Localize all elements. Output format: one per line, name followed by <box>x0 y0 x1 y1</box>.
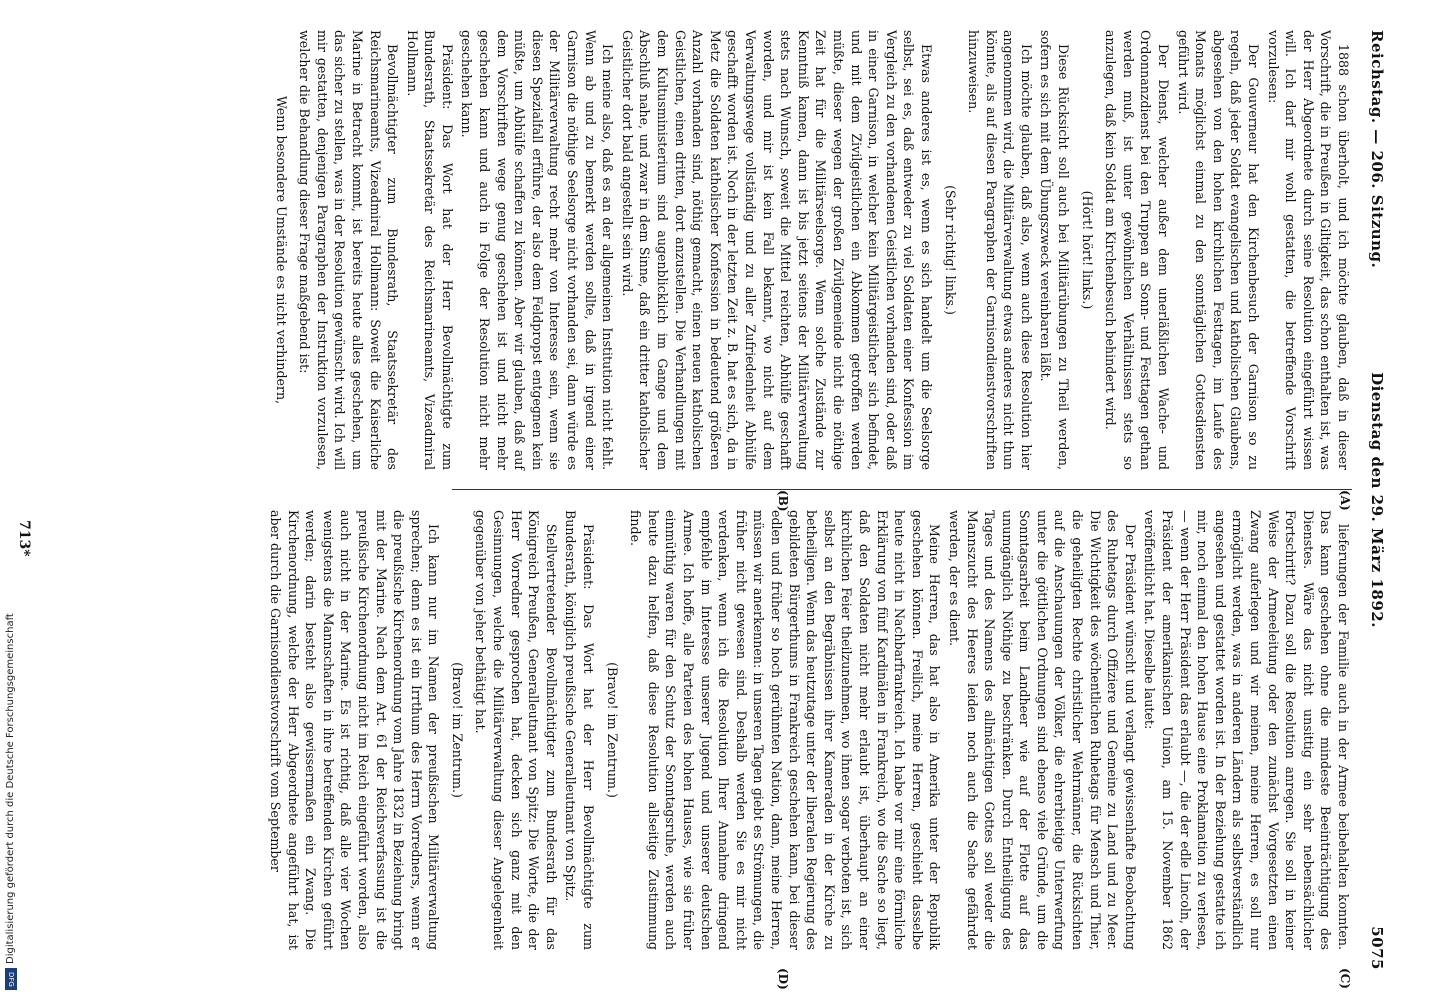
credit-strip <box>4 0 18 994</box>
header-page-number: 5075 <box>1368 926 1386 970</box>
paragraph: Ich meine also, daß es an der allgemeinen Institution nicht fehlt. Wenn ab und zu bemerkt werden sollte, daß in irgend einer Garnison die nöthige Seelsorge nicht vorhanden sei, dann würde es der Militärverwaltung recht mehr von Interesse sein, wenn sie diesen Spezialfall erführe, der also dem Feldpropst entgegnen kein müßte, um Abhülfe schaffen zu können. Aber wir glauben, daß auf dem Vorschriften wege genug geschehen ist und nicht mehr geschehen kann und auch in Folge der Resolution nicht mehr geschehen kann. <box>459 30 616 470</box>
interjection: (Sehr richtig! links.) <box>942 185 958 315</box>
paragraph: Stellvertretender Bevollmächtigter zum Bundesrath für das Königreich Preußen, Generalleutnant von Spitz: Die Worte, die der Herr Vorredner gesprochen hat, decken sich ganz mit den Gesinnungen, welche die Militärverwaltung dieser Angelegenheit gegenüber von jeher bethätigt hat. <box>473 510 559 950</box>
paragraph: Der Präsident wünscht und verlangt gewissenhafte Beobachtung des Ruhetags durch Offiziere und Gemeine zu Land und zu Meer. Die Wichtigkeit des wöchentlichen Ruhetags für Mensch und Thier, die geheiligten Rechte christlicher Wehrmänner, die Rücksichten auf die Anschauungen der Völker, die ehrerbietige Unterwerfung unter die göttlichen Ordnungen sind ebenso viele Gründe, um die Sonntagsarbeit beim Landheer wie auf der Flotte auf das unumgänglich Nöthige zu beschränken. Durch Entheiligung des Tages und des Namens des allmächtigen Gottes soll weder die Mannszucht des Heeres leiden noch auch die Sache gefährdet werden, der es dient. <box>946 510 1138 950</box>
margin-marker-b: (B) <box>776 490 790 512</box>
paragraph: Präsident: Das Wort hat der Herr Bevollmächtigte zum Bundesrath, königlich preußische Generalleutnant von Spitz. <box>563 510 597 950</box>
interjection: (Bravo! im Zentrum.) <box>449 662 465 798</box>
paragraph: Ich möchte glauben, daß also, wenn auch diese Resolution hier angenommen wird, die Militärverwaltung etwas anderes nicht thun könnte, als auf diesen Paragraphen der Garnisondienstvorschriften hinzuweisen. <box>966 30 1034 470</box>
paragraph: Meine Herren, das hat also in Amerika unter der Republik geschehen können. Freilich, meine Herren, geschieht dasselbe heute nicht in Nachbarfrankreich. Ich habe vor mir eine förmliche Erklärung von fünf Kardinälen in Frankreich, wo die Sache so liegt, daß den Soldaten nicht mehr erlaubt ist, überhaupt an einer kirchlichen Feier theilzunehmen, wo ihnen sogar verboten ist, sich selbst an den Begräbnissen ihrer Kameraden in der Kirche zu betheiligen. Wenn das heutzutage unter der liberalen Regierung des gebildeten Bürgerthums in Frankreich geschehen kann, bei dieser edlen und früher so hoch gerühmten Nation, dann, meine Herren, müssen wir anerkennen: in unseren Tagen giebt es Strömungen, die früher nicht gewesen sind. Deshalb werden Sie es mir nicht verdenken, wenn ich die Resolution Ihrer Annahme dringend empfehle im Interesse unserer Jugend und unserer deutschen Armee. Ich hoffe, alle Parteien des hohen Hauses, wie sie früher einmüthig waren für den Schutz der Sonntagsruhe, werden auch heute dazu helfen, daß diese Resolution allseitige Zustimmung finde. <box>628 510 943 950</box>
header-date: Dienstag den 29. März 1892. <box>1368 372 1386 628</box>
paragraph: Bevollmächtigter zum Bundesrath, Staatssekretär des Reichsmarineamts, Vizeadmiral Hollmann: Soweit die Kaiserliche Marine in Betracht kommt, ist bereits heute alles geschehen, um das sicher zu stellen, was in der Resolution gewünscht wird. Ich will mir gestatten, denjenigen Paragraphen der Instruktion vorzulesen, welcher die Behandlung dieser Frage maßgebend ist: <box>297 30 401 470</box>
header-session: Reichstag. — 206. Sitzung. <box>1368 30 1386 269</box>
margin-marker-c: (C) <box>1338 968 1352 989</box>
dfg-logo: DFG <box>5 968 17 990</box>
paragraph: Wenn besondere Umstände es nicht verhindern, <box>273 95 289 405</box>
right-column <box>266 30 1352 470</box>
paragraph: Ich kann nur im Namen der preußischen Militärverwaltung sprechen; denn es ist ein Irrthum des Herrn Vorredners, wenn er die preußische Kirchenordnung vom Jahre 1832 in Beziehung bringt mit der Marine. Nach dem Art. 61 der Reichsverfassung ist die preußische Kirchenordnung nicht im Reich eingeführt worden, also auch nicht in der Marine. Es ist richtig, daß alle vier Wochen wenigstens die Mannschaften in ihre betreffenden Kirchen geführt werden; darin besteht also gewissermaßen ein Zwang. Die Kirchenordnung, welche der Herr Abgeordnete angeführt hat, ist aber durch die Garnisondienstvorschrift vom September <box>267 510 442 950</box>
interjection: (Bravo! im Zentrum.) <box>604 662 620 798</box>
margin-marker-d: (D) <box>776 968 790 990</box>
interjection: (Hört! hört! links.) <box>1079 190 1095 310</box>
paragraph: Präsident: Das Wort hat der Herr Bevollmächtigte zum Bundesrath, Staatssekretär des Reichsmarineamts, Vizeadmiral Hollmann. <box>404 30 455 470</box>
column-divider <box>452 489 1352 490</box>
signature-mark: 713* <box>16 520 32 557</box>
page-header <box>1362 30 1392 970</box>
margin-marker-a: (A) <box>1338 490 1352 511</box>
credit-text: Digitalisierung gefördert durch die Deutsche Forschungsgemeinschaft <box>5 613 16 964</box>
paragraph: lieferungen der Familie auch in der Armee beibehalten konnten. Das kann geschehen ohne die mindeste Beeinträchtigung des Dienstes. Wäre das nicht unsittig ein sehr nebensächlicher Fortschritt? Dazu soll die Resolution anregen. Sie soll in keiner Weise der Armeeleitung oder den zunächst Vorgesetzten einen Zwang auferlegen und wir meinen, meine Herren, es soll nur ermöglicht werden, was in anderen Ländern als selbstverständlich angesehen und gestattet worden ist. In der Beziehung gestatte ich mir, noch einmal den hohen Hause eine Proklamation zu verlesen, — wenn der Herr Präsident das erlaubt —, die der edle Lincoln, der Präsident der amerikanischen Union, am 15. November 1862 veröffentlicht hat. Dieselbe lautet: <box>1142 510 1351 950</box>
paragraph: 1888 schon überholt, und ich möchte glauben, daß in dieser Vorschrift, die in Preußen in Giltigkeit, das schon enthalten ist, was der Herr Abgeordnete durch seine Resolution eingeführt wissen will. Ich darf mir wohl gestatten, die betreffende Vorschrift vorzulesen: <box>1265 30 1351 470</box>
left-column <box>264 510 1352 950</box>
paragraph: Der Gouverneur hat den Kirchenbesuch der Garnison so zu regeln, daß jeder Soldat evangelischen und katholischen Glaubens, abgesehen von den hohen kirchlichen Festtagen, im Laufe des Monats möglichst einmal zu den sonntäglichen Gottesdiensten geführt wird. <box>1175 30 1262 470</box>
paragraph: Etwas anderes ist es, wenn es sich handelt um die Seelsorge selbst, sei es, daß entweder zu viel Soldaten einer Konfession im Vergleich zu den vorhandenen Geistlichen vorhanden sind, oder daß in einer Garnison, in welcher kein Militärgeistlicher sich befindet, und mit dem Zivilgeistlichen ein Abkommen getroffen werden müßte, dieser wegen der großen Zivilgemeinde nicht die nöthige Zeit hat für die Militärseelsorge. Wenn solche Zustände zur Kenntniß kamen, dann ist bis jetzt seitens der Militärverwaltung stets nach Wunsch, soweit die Mittel reichten, Abhülfe geschafft worden, und mir ist kein Fall bekannt, wo nicht auf dem Verwaltungswege vollständig und zu aller Zufriedenheit Abhülfe geschafft worden ist. Noch in der letzten Zeit z. B. hat es sich, da in Metz die Soldaten katholischer Konfession in bedeutend größeren Anzahl vorhanden sind, nöthig gemacht, einen neuen katholischen Geistlichen, einen dritten, dort anzustellen. Die Verhandlungen mit dem Kultusministerium sind augenblicklich im Gange und dem Abschluß nahe, und zwar in dem Sinne, daß ein dritter katholischer Geistlicher dort bald angestellt sein wird. <box>619 30 934 470</box>
paragraph: Diese Rücksicht soll auch bei Militärübungen zu Theil werden, sofern es sich mit dem Übungszweck vereinbaren läßt. <box>1038 30 1072 470</box>
paragraph: Der Dienst, welcher außer dem unerläßlichen Wache- und Ordonnanzdienst bei den Truppen an Sonn- und Festtagen gethan werden muß, ist unter gewöhnlichen Verhältnissen stets so anzulegen, daß kein Soldat am Kirchenbesuch behindert wird. <box>1103 30 1172 470</box>
